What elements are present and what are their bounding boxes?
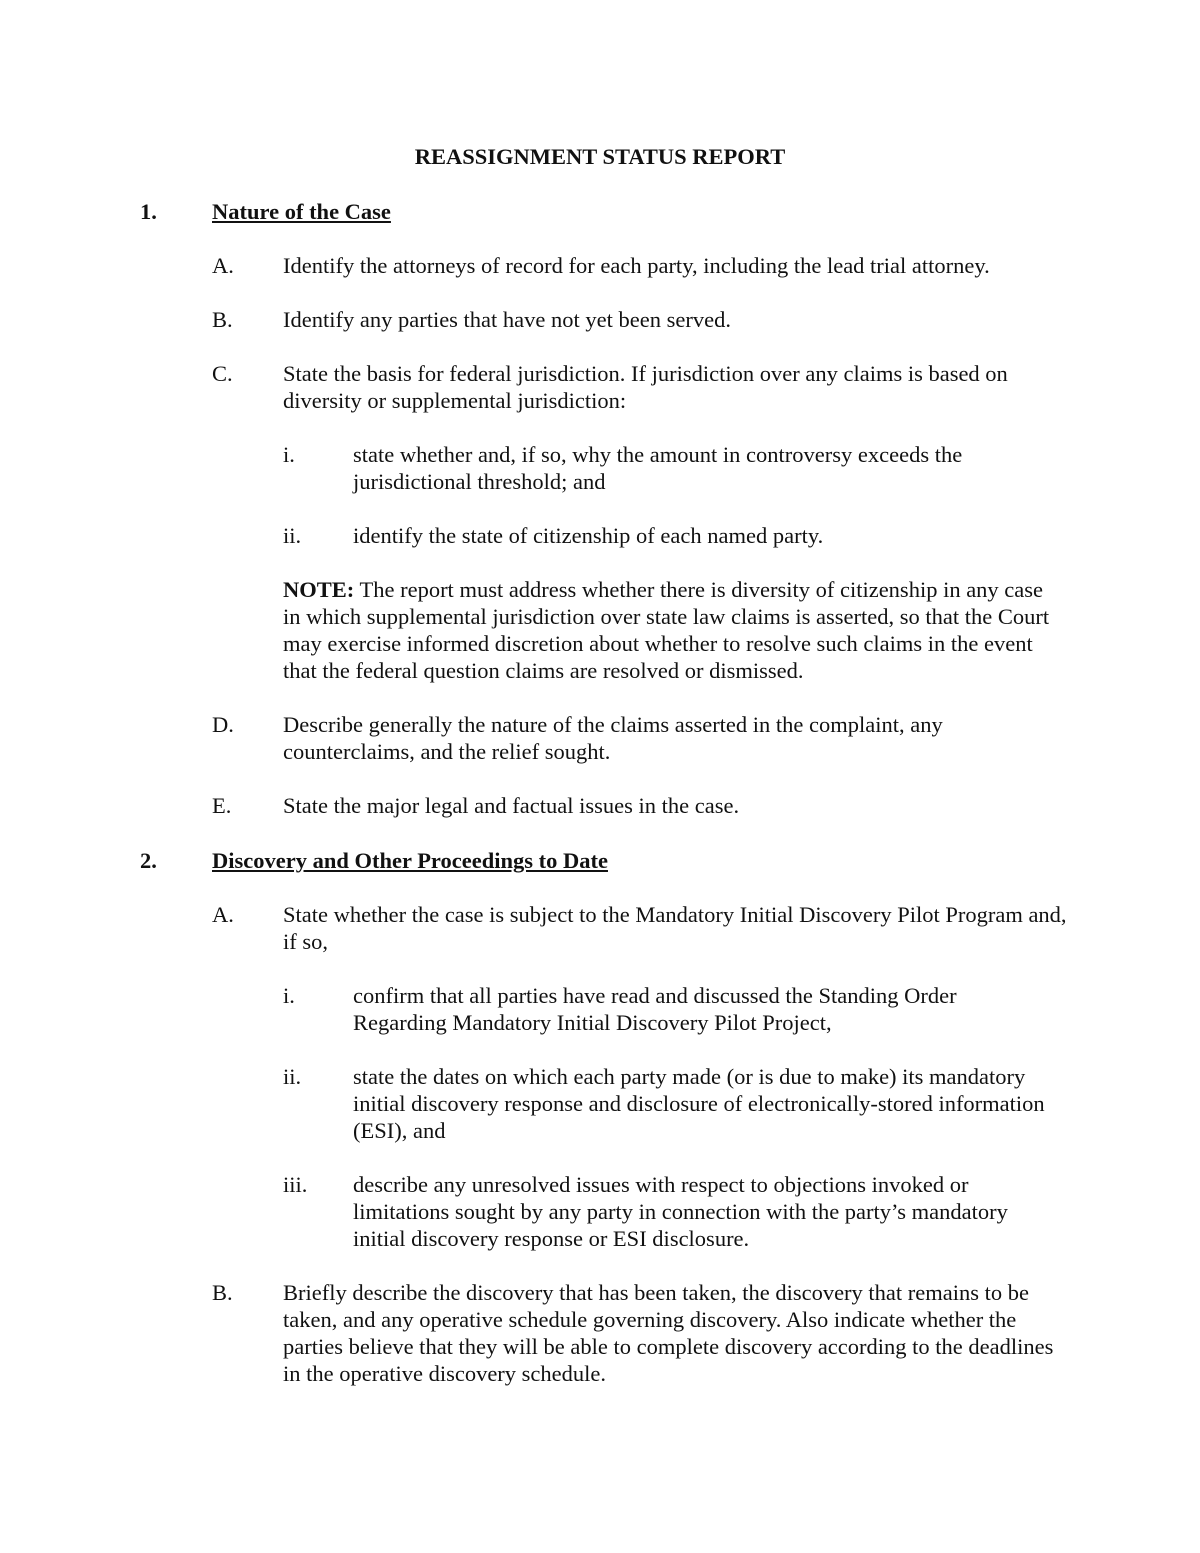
section-heading: Discovery and Other Proceedings to Date [212,848,608,873]
note-text: The report must address whether there is diversity of citizenship in any case in which supplemental jurisdiction over state law claims is asserted, so that the Court may exercise informed discretion about whether to resolve such claims in the event that the federal question claims are resolved or dismissed. [283,577,1050,683]
item-letter: D. [212,712,234,737]
subitem-numeral: ii. [283,523,302,548]
document-title: REASSIGNMENT STATUS REPORT [414,144,786,169]
item-text: Identify any parties that have not yet been served. [283,307,731,332]
item-letter: B. [212,1280,233,1305]
section-heading: Nature of the Case [212,199,391,224]
subitem-text: confirm that all parties have read and discussed the Standing Order Regarding Mandatory Initial Discovery Pilot Project, [353,983,957,1035]
note-paragraph [283,576,1063,684]
item-letter: A. [212,253,234,278]
subitem-text: identify the state of citizenship of each named party. [353,523,824,548]
subitem-text: state the dates on which each party made (or is due to make) its mandatory initial discovery response and disclosure of electronically-stored information (ESI), and [353,1064,1045,1143]
item-text: Describe generally the nature of the claims asserted in the complaint, any counterclaims, and the relief sought. [283,712,943,764]
note-label: NOTE: [283,577,355,602]
item-text: State whether the case is subject to the Mandatory Initial Discovery Pilot Program and, if so, [283,902,1067,954]
item-letter: A. [212,902,234,927]
section-number: 1. [140,199,157,224]
subitem-numeral: iii. [283,1172,308,1197]
subitem-numeral: ii. [283,1064,302,1089]
item-text: Identify the attorneys of record for each party, including the lead trial attorney. [283,253,990,278]
item-letter: B. [212,307,233,332]
subitem-numeral: i. [283,442,295,467]
item-text: State the basis for federal jurisdiction. If jurisdiction over any claims is based on diversity or supplemental jurisdiction: [283,361,1008,413]
item-letter: C. [212,361,233,386]
subitem-text: state whether and, if so, why the amount in controversy exceeds the jurisdictional threshold; and [353,442,963,494]
item-letter: E. [212,793,232,818]
subitem-text: describe any unresolved issues with respect to objections invoked or limitations sought by any party in connection with the party’s mandatory initial discovery response or ESI disclosure. [353,1172,1008,1251]
item-text: State the major legal and factual issues in the case. [283,793,740,818]
subitem-numeral: i. [283,983,295,1008]
item-text: Briefly describe the discovery that has been taken, the discovery that remains to be taken, and any operative schedule governing discovery. Also indicate whether the parties believe that they will be able to complete discovery according to the deadlines in the operative discovery schedule. [283,1280,1054,1386]
section-number: 2. [140,848,157,873]
